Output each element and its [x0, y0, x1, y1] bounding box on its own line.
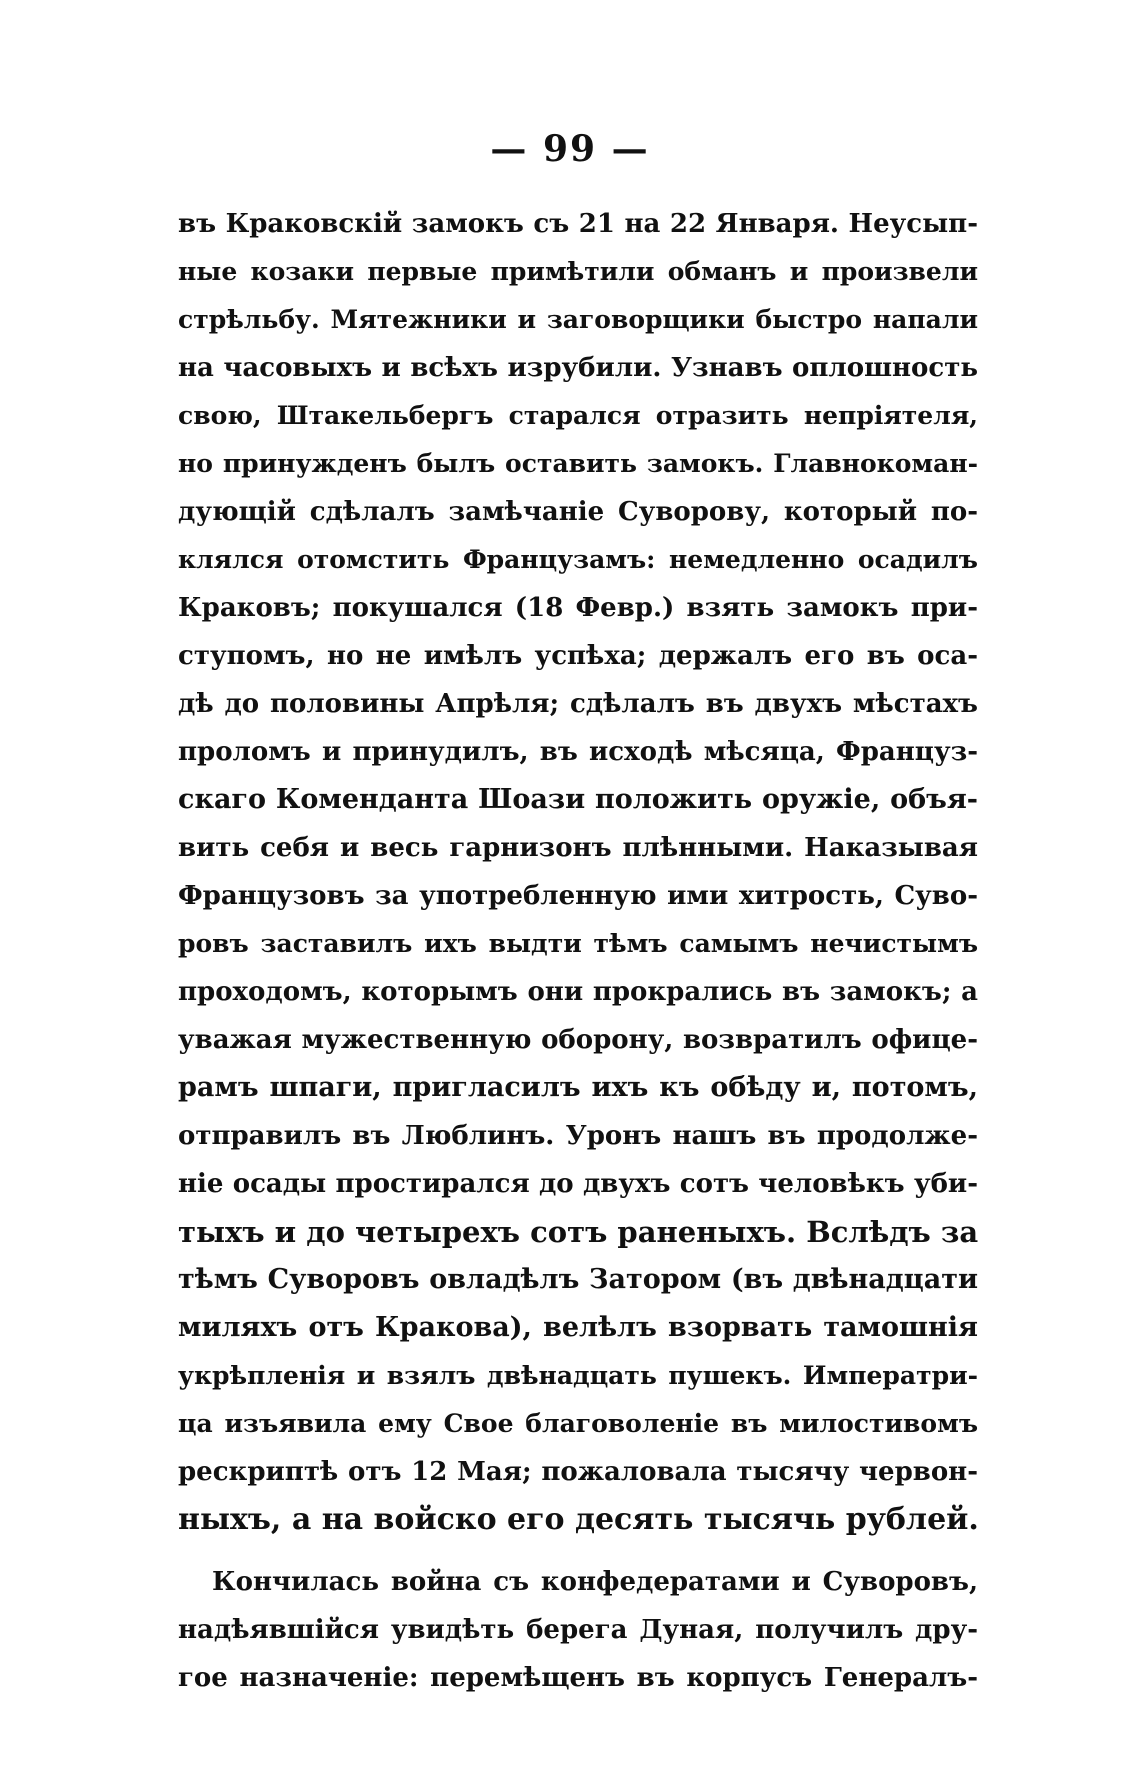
- text-line: тѣмъ Суворовъ овладѣлъ Затором (въ двѣнадцати: [178, 1264, 978, 1295]
- text-line: ровъ заставилъ ихъ выдти тѣмъ самымъ нечистымъ: [178, 929, 978, 958]
- body-text: [178, 200, 978, 1702]
- text-line: ныхъ, а на войско его десять тысячь рублей.: [178, 1502, 979, 1537]
- text-line: гое назначеніе: перемѣщенъ въ корпусъ Генералъ-: [178, 1663, 978, 1693]
- text-line: рескриптѣ отъ 12 Мая; пожаловала тысячу червон-: [178, 1457, 978, 1487]
- text-line: отправилъ въ Люблинъ. Уронъ нашъ въ продолже-: [178, 1121, 978, 1151]
- text-line: свою, Штакельбергъ старался отразить непріятеля,: [178, 401, 978, 430]
- text-line: ніе осады простирался до двухъ сотъ человѣкъ уби-: [178, 1169, 978, 1199]
- paragraph-gap: [178, 1544, 978, 1558]
- text-line: проходомъ, которымъ они прокрались въ замокъ; а: [178, 977, 978, 1007]
- text-line: миляхъ отъ Кракова), велѣлъ взорвать тамошнія: [178, 1312, 978, 1343]
- text-line: въ Краковскій замокъ съ 21 на 22 Января. Неусып-: [178, 209, 978, 239]
- paragraph-2: [178, 1558, 978, 1702]
- text-line: клялся отомстить Французамъ: немедленно осадилъ: [178, 545, 978, 574]
- text-line: проломъ и принудилъ, въ исходѣ мѣсяца, Француз-: [178, 737, 978, 767]
- text-line: ные козаки первые примѣтили обманъ и произвели: [178, 257, 978, 286]
- text-line: дующій сдѣлалъ замѣчаніе Суворову, который по-: [178, 497, 978, 527]
- text-line: но принужденъ былъ оставить замокъ. Главнокоман-: [178, 449, 978, 478]
- text-line: вить себя и весь гарнизонъ плѣнными. Наказывая: [178, 833, 978, 863]
- text-line: тыхъ и до четырехъ сотъ раненыхъ. Вслѣдъ за: [178, 1215, 979, 1249]
- page-number: — 99 —: [490, 128, 650, 170]
- text-line: на часовыхъ и всѣхъ изрубили. Узнавъ оплошность: [178, 353, 978, 383]
- text-line: стрѣльбу. Мятежники и заговорщики быстро напали: [178, 305, 978, 334]
- paragraph-1: [178, 200, 978, 1544]
- text-line: укрѣпленія и взялъ двѣнадцать пушекъ. Императри-: [178, 1361, 978, 1390]
- text-line: рамъ шпаги, пригласилъ ихъ къ обѣду и, потомъ,: [178, 1072, 978, 1103]
- text-line: надѣявшійся увидѣть берега Дуная, получилъ дру-: [178, 1615, 978, 1645]
- text-line: ца изъявила ему Свое благоволеніе въ милостивомъ: [178, 1409, 978, 1438]
- text-line: дѣ до половины Апрѣля; сдѣлалъ въ двухъ мѣстахъ: [178, 689, 978, 719]
- text-line: уважая мужественную оборону, возвратилъ офице-: [178, 1025, 978, 1055]
- text-line: Французовъ за употребленную ими хитрость, Суво-: [178, 881, 978, 911]
- text-line: скаго Коменданта Шоази положить оружіе, объя-: [178, 784, 978, 815]
- text-line: Краковъ; покушался (18 Февр.) взять замокъ при-: [178, 593, 978, 623]
- text-line: Кончилась война съ конфедератами и Суворовъ,: [212, 1567, 978, 1597]
- text-line: ступомъ, но не имѣлъ успѣха; держалъ его въ оса-: [178, 641, 978, 671]
